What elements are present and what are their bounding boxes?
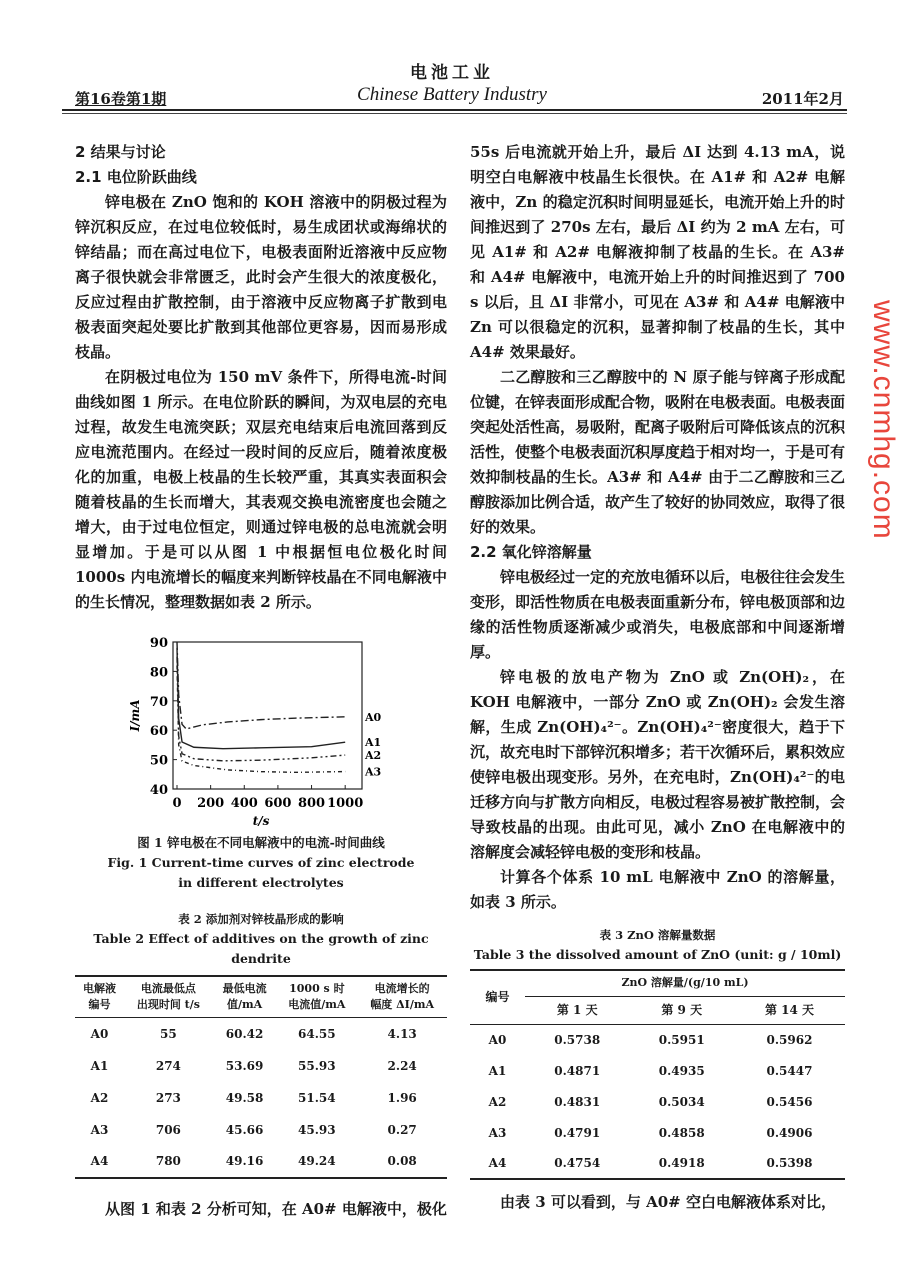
journal-title: 电池工业 [410,63,494,83]
table-cell: 780 [155,1154,181,1168]
col-header [75,976,124,1018]
col-header: 第 14 天 [764,1003,815,1017]
header-line: 1000 s 时 [289,982,345,995]
col-header: 第 1 天 [556,1003,598,1017]
caption-en-2: in different electrolytes [178,875,344,890]
table-cell: 53.69 [225,1058,264,1073]
table-cell: 0.4935 [658,1063,705,1078]
series-line-A0 [177,642,345,729]
table-cell: A1 [90,1058,109,1073]
y-tick-label: 60 [149,724,168,740]
table-cell: A0 [488,1032,507,1047]
header-rule-thin [62,113,847,114]
table-cell: 1.96 [387,1090,417,1105]
table-cell: 0.27 [387,1122,417,1137]
table-cell: 0.5738 [554,1032,601,1047]
x-tick-label: 400 [230,796,258,811]
caption-cn: 图 1 锌电极在不同电解液中的电流-时间曲线 [137,835,385,850]
x-tick-label: 0 [172,796,182,811]
table-cell: 0.5398 [766,1156,813,1170]
x-tick-label: 1000 [327,796,364,811]
right-bottom-line: 由表 3 可以看到，与 A0# 空白电解液体系对比， [500,1193,836,1211]
table-cell: 64.55 [298,1026,336,1041]
table-cell: A4 [488,1156,507,1170]
table-row [75,1018,447,1050]
x-axis-label: t/s [252,814,270,828]
col-header [124,976,213,1018]
y-tick-label: 90 [149,636,168,651]
watermark: www.cnmhg.com [867,300,900,540]
paragraph: 计算各个体系 10 mL 电解液中 ZnO 的溶解量，如表 3 所示。 [470,868,845,911]
plot-frame [173,642,362,789]
figure-caption [75,833,447,893]
series-label: A1 [365,736,382,750]
header-line: 电流值/mA [288,998,346,1011]
table2-title-en: Table 2 Effect of additives on the growth of zinc dendrite [93,931,429,966]
header-line: 电流增长的 [374,982,430,995]
journal-english-title: Chinese Battery Industry [357,84,547,105]
table-cell: 0.4791 [554,1125,601,1140]
table3 [470,969,845,1180]
table-cell: 45.93 [298,1122,336,1137]
table-cell: A3 [488,1125,507,1140]
table-cell: 0.4831 [554,1094,601,1109]
table-cell: 0.5962 [766,1032,813,1047]
table-cell: 49.58 [225,1090,264,1105]
table-cell: 0.4906 [766,1125,813,1140]
table3-title-en: Table 3 the dissolved amount of ZnO (unit: g / 10ml) [473,947,842,962]
x-tick-label: 200 [197,796,225,811]
paragraph: 二乙醇胺和三乙醇胺中的 N 原子能与锌离子形成配位键，在锌表面形成配合物，吸附在电极表面。电极表面突起处活性高，易吸附，配离子吸附后可降低该点的沉积活性，使整个电极表面沉积厚度趋于相对均一，于是可有效抑制枝晶的生长。A3# 和 A4# 由于二乙醇胺和三乙醇胺添加比例合适，故产生了较好的协同效应，取得了很好的效果。 [470,368,846,536]
y-tick-label: 40 [149,783,168,798]
table-cell: 49.16 [225,1154,264,1168]
series-line-A1 [177,648,345,749]
table-cell: 0.4871 [554,1063,601,1078]
table-cell: 0.4754 [554,1156,601,1170]
table2-caption [75,909,447,969]
table-cell: 45.66 [225,1122,264,1137]
table-row [75,1114,447,1146]
table-cell: 273 [155,1090,181,1105]
table-row [470,1055,845,1086]
table-cell: 0.4918 [658,1156,705,1170]
header-line: 电流最低点 [140,982,196,995]
table-cell: A4 [90,1154,109,1168]
table-cell: 0.08 [387,1154,417,1168]
table-cell: 274 [155,1058,181,1073]
group-header: ZnO 溶解量/(g/10 mL) [525,970,845,996]
x-tick-label: 600 [264,796,292,811]
table-cell: 0.5447 [766,1063,813,1078]
table-cell: A2 [488,1094,507,1109]
table-cell: 4.13 [387,1026,417,1041]
current-time-chart [100,629,400,829]
left-column [75,140,447,1222]
table-cell: A0 [90,1026,109,1041]
col-header [357,976,447,1018]
table-cell: 2.24 [387,1058,417,1073]
table2 [75,975,447,1179]
table-cell: 0.5951 [658,1032,705,1047]
y-tick-label: 50 [149,753,168,769]
section-heading: 2 结果与讨论 [75,143,166,161]
table-cell: A3 [90,1122,109,1137]
table-cell: 0.4858 [658,1125,705,1140]
table-cell: 55 [160,1026,177,1041]
paragraph: 锌电极在 ZnO 饱和的 KOH 溶液中的阴极过程为锌沉积反应，在过电位较低时，易生成团状或海绵状的锌结晶；而在高过电位下，电极表面附近溶液中反应物离子很快就会非常匮乏，此时会产生很大的浓度极化，反应过程由扩散控制，由于溶液中反应物离子扩散到电极表面突起处要比扩散到其他部位更容易，因而易形成枝晶。 [75,193,447,361]
paragraph: 在阴极过电位为 150 mV 条件下，所得电流-时间曲线如图 1 所示。在电位阶跃的瞬间，为双电层的充电过程，故发生电流突跃；双层充电结束后电流回落到反应电流范围内。在经过一段时间的反应后，随着浓度极化的加重，电极上枝晶的生长较严重，其真实表面积会随着枝晶的生长而增大，其表观交换电流密度也会随之增大，由于过电位恒定，则通过锌电极的总电流就会明显增加。于是可以从图 1 中根据恒电位极化时间 1000s 内电流增长的幅度来判断锌枝晶在不同电解液中的生长情况，整理数据如表 2 所示。 [75,368,447,611]
table-row [470,1148,845,1179]
issue-date: 2011年2月 [761,90,844,108]
table2-title-cn: 表 2 添加剂对锌枝晶形成的影响 [178,912,344,926]
table-row [470,1117,845,1148]
col-header: 第 9 天 [661,1003,703,1017]
series-label: A0 [365,710,382,724]
table-cell: 60.42 [225,1026,264,1041]
y-axis-label: I/mA [128,699,142,732]
header-line: 出现时间 t/s [136,998,200,1011]
series-label: A3 [365,765,382,779]
table-cell: 51.54 [298,1090,336,1105]
series-label: A2 [365,749,382,763]
col-header: 编号 [485,990,510,1005]
table-row [470,1024,845,1055]
x-tick-label: 800 [297,796,326,811]
volume-issue: 第16卷第1期 [75,90,167,108]
paragraph: 锌电极的放电产物为 ZnO 或 Zn(OH)₂，在 KOH 电解液中，一部分 ZnO 或 Zn(OH)₂ 会发生溶解，生成 Zn(OH)₄²⁻。Zn(OH)₄²⁻密度很大，趋于下沉，故充电时下部锌沉积增多；若干次循环后，累积效应使锌电极出现变形。另外，在充电时，Zn(OH)₄²⁻的电迁移方向与扩散方向相反，电极过程容易被扩散控制，会导致枝晶的出现。由此可见，减小 ZnO 在电解液中的溶解度会减轻锌电极的变形和枝晶。 [470,668,846,861]
header-line: 最低电流 [222,982,267,995]
table-row [75,1082,447,1114]
table3-title-cn: 表 3 ZnO 溶解量数据 [599,928,716,942]
table-cell: 706 [155,1122,181,1137]
header-line: 电解液 [82,982,116,995]
header-line: 幅度 ΔI/mA [370,998,435,1011]
table-cell: 0.5456 [766,1094,813,1109]
table3-caption [470,925,845,965]
y-tick-label: 70 [149,694,168,710]
right-column [470,140,845,1215]
paragraph: 锌电极经过一定的充放电循环以后，电极往往会发生变形，即活性物质在电极表面重新分布，锌电极顶部和边缘的活性物质逐渐减少或消失，电极底部和中间逐渐增厚。 [470,568,846,661]
paragraph: 55s 后电流就开始上升，最后 ΔI 达到 4.13 mA，说明空白电解液中枝晶生长很快。在 A1# 和 A2# 电解液中，Zn 的稳定沉积时间明显延长，电流开始上升的时间推迟到了 270s 左右，最后 ΔI 约为 2 mA 左右，可见 A1# 和 A2# 电解液抑制了枝晶的生长。在 A3# 和 A4# 电解液中，电流开始上升的时间推迟到了 700 s 以后，且 ΔI 非常小，可见在 A3# 和 A4# 电解液中 Zn 可以很稳定的沉积，显著抑制了枝晶的生长，其中 A4# 效果最好。 [470,143,845,361]
table-row [75,1146,447,1178]
header-line: 编号 [88,998,111,1011]
table-cell: A1 [488,1063,507,1078]
table-cell: 55.93 [298,1058,336,1073]
table-row [470,1086,845,1117]
subsection-heading: 2.2 氧化锌溶解量 [470,543,592,561]
table-cell: A2 [90,1090,109,1105]
header-rule [62,109,847,111]
table-row [75,1050,447,1082]
header-line: 值/mA [226,998,263,1011]
col-header [213,976,277,1018]
subsection-heading: 2.1 电位阶跃曲线 [75,168,197,186]
caption-en: Fig. 1 Current-time curves of zinc electrode [107,855,415,870]
y-tick-label: 80 [149,665,168,681]
col-header [276,976,357,1018]
left-bottom-line: 从图 1 和表 2 分析可知，在 A0# 电解液中，极化 [105,1199,447,1218]
table-cell: 0.5034 [658,1094,705,1109]
table-cell: 49.24 [298,1154,336,1168]
